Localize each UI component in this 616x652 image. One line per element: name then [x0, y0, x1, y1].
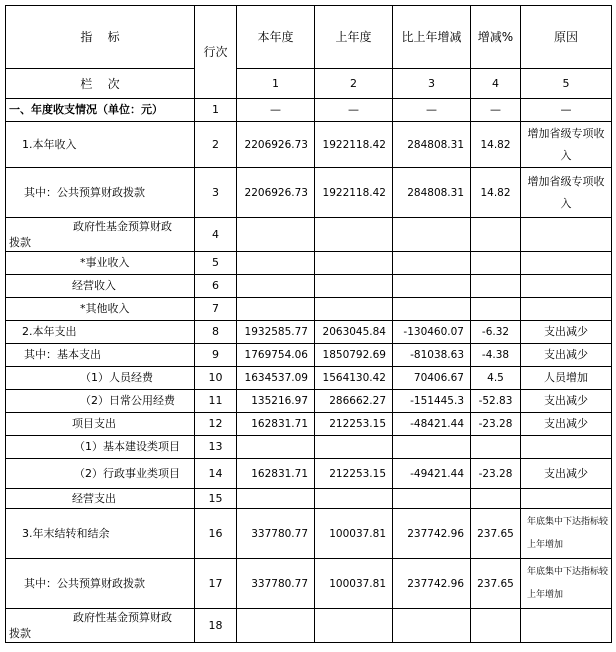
table-row: [6, 459, 612, 489]
row-label: 经营收入: [6, 275, 195, 298]
header-current-year: 本年度: [237, 6, 315, 69]
row-label: *其他收入: [6, 298, 195, 321]
row-line-no: 17: [195, 559, 237, 609]
cell-change-pct: -4.38: [471, 344, 521, 367]
cell-change-pct: [471, 275, 521, 298]
cell-current-year: [237, 252, 315, 275]
cell-reason: 增加省级专项收入: [521, 122, 612, 168]
cell-change-pct: [471, 489, 521, 509]
row-label: 2.本年支出: [6, 321, 195, 344]
row-label: 经营支出: [6, 489, 195, 509]
cell-change-pct: -23.28: [471, 459, 521, 489]
row-line-no: 13: [195, 436, 237, 459]
cell-change: [393, 609, 471, 643]
cell-change: [393, 436, 471, 459]
column-number: 1: [237, 69, 315, 99]
header-line-no: 行次: [195, 6, 237, 99]
column-label: 栏 次: [6, 69, 195, 99]
cell-reason: 年底集中下达指标较上年增加: [521, 559, 612, 609]
row-line-no: 14: [195, 459, 237, 489]
cell-current-year: [237, 218, 315, 252]
cell-prior-year: 1564130.42: [315, 367, 393, 390]
cell-current-year: [237, 489, 315, 509]
cell-change-pct: [471, 609, 521, 643]
cell-reason: [521, 218, 612, 252]
cell-prior-year: [315, 489, 393, 509]
header-row: [6, 6, 612, 69]
row-label: （1）人员经费: [6, 367, 195, 390]
column-number: 3: [393, 69, 471, 99]
cell-reason: 增加省级专项收入: [521, 168, 612, 218]
cell-change: 237742.96: [393, 559, 471, 609]
row-label: [6, 609, 195, 643]
cell-prior-year: 100037.81: [315, 559, 393, 609]
row-line-no: 11: [195, 390, 237, 413]
cell-current-year: 135216.97: [237, 390, 315, 413]
cell-current-year: 337780.77: [237, 509, 315, 559]
cell-change: 284808.31: [393, 122, 471, 168]
row-line-no: 1: [195, 99, 237, 122]
cell-prior-year: 286662.27: [315, 390, 393, 413]
row-line-no: 7: [195, 298, 237, 321]
cell-prior-year: [315, 436, 393, 459]
row-label: （1）基本建设类项目: [6, 436, 195, 459]
cell-change-pct: [471, 298, 521, 321]
cell-change-pct: [471, 218, 521, 252]
cell-change: -48421.44: [393, 413, 471, 436]
row-line-no: 15: [195, 489, 237, 509]
cell-change: 284808.31: [393, 168, 471, 218]
cell-current-year: 337780.77: [237, 559, 315, 609]
row-label-line1: 政府性基金预算财政: [73, 219, 172, 233]
cell-prior-year: [315, 609, 393, 643]
header-indicator: 指 标: [6, 6, 195, 69]
table-row: [6, 413, 612, 436]
cell-reason: [521, 489, 612, 509]
row-line-no: 9: [195, 344, 237, 367]
row-label: （2）行政事业类项目: [6, 459, 195, 489]
table-row: [6, 275, 612, 298]
cell-change: [393, 275, 471, 298]
header-reason: 原因: [521, 6, 612, 69]
row-label: 项目支出: [6, 413, 195, 436]
cell-change-pct: 237.65: [471, 559, 521, 609]
cell-reason: 支出减少: [521, 459, 612, 489]
cell-prior-year: [315, 218, 393, 252]
cell-prior-year: 1850792.69: [315, 344, 393, 367]
cell-reason: [521, 252, 612, 275]
cell-change: [393, 218, 471, 252]
cell-prior-year: —: [315, 99, 393, 122]
cell-prior-year: [315, 298, 393, 321]
row-label: 一、年度收支情况（单位：元）: [6, 99, 195, 122]
row-line-no: 5: [195, 252, 237, 275]
row-label: 其中：公共预算财政拨款: [6, 168, 195, 218]
cell-reason: 支出减少: [521, 344, 612, 367]
table-row: [6, 344, 612, 367]
cell-current-year: 1634537.09: [237, 367, 315, 390]
header-change: 比上年增减: [393, 6, 471, 69]
cell-change: -49421.44: [393, 459, 471, 489]
cell-reason: [521, 298, 612, 321]
row-label-line2: 拨款: [9, 235, 31, 249]
cell-current-year: [237, 609, 315, 643]
cell-prior-year: 212253.15: [315, 459, 393, 489]
header-change-pct: 增减%: [471, 6, 521, 69]
cell-change-pct: 237.65: [471, 509, 521, 559]
cell-current-year: —: [237, 99, 315, 122]
cell-reason: 人员增加: [521, 367, 612, 390]
cell-change-pct: 14.82: [471, 122, 521, 168]
cell-current-year: 2206926.73: [237, 122, 315, 168]
row-line-no: 8: [195, 321, 237, 344]
cell-current-year: [237, 275, 315, 298]
cell-reason: —: [521, 99, 612, 122]
column-number: 2: [315, 69, 393, 99]
cell-change: -151445.3: [393, 390, 471, 413]
row-label: 1.本年收入: [6, 122, 195, 168]
cell-change: -130460.07: [393, 321, 471, 344]
cell-change: [393, 298, 471, 321]
cell-reason: 支出减少: [521, 390, 612, 413]
row-label: 其中：基本支出: [6, 344, 195, 367]
row-label: 3.年末结转和结余: [6, 509, 195, 559]
cell-change-pct: -52.83: [471, 390, 521, 413]
cell-current-year: 162831.71: [237, 459, 315, 489]
table-row: [6, 367, 612, 390]
cell-prior-year: 1922118.42: [315, 168, 393, 218]
cell-prior-year: 212253.15: [315, 413, 393, 436]
header-prior-year: 上年度: [315, 6, 393, 69]
cell-prior-year: 100037.81: [315, 509, 393, 559]
table-row: [6, 298, 612, 321]
column-number-row: [6, 69, 612, 99]
row-label: *事业收入: [6, 252, 195, 275]
table-row: [6, 252, 612, 275]
row-label: （2）日常公用经费: [6, 390, 195, 413]
table-row: [6, 436, 612, 459]
cell-change-pct: [471, 436, 521, 459]
cell-change: [393, 489, 471, 509]
annual-income-expenditure-table: [5, 5, 612, 643]
cell-change: -81038.63: [393, 344, 471, 367]
cell-current-year: [237, 298, 315, 321]
cell-reason: 年底集中下达指标较上年增加: [521, 509, 612, 559]
cell-prior-year: 1922118.42: [315, 122, 393, 168]
cell-change: [393, 252, 471, 275]
cell-current-year: 2206926.73: [237, 168, 315, 218]
cell-prior-year: [315, 275, 393, 298]
row-line-no: 4: [195, 218, 237, 252]
cell-change: —: [393, 99, 471, 122]
cell-change-pct: 14.82: [471, 168, 521, 218]
cell-change-pct: 4.5: [471, 367, 521, 390]
row-label-line2: 拨款: [9, 626, 31, 640]
column-number: 5: [521, 69, 612, 99]
cell-current-year: [237, 436, 315, 459]
cell-reason: 支出减少: [521, 321, 612, 344]
cell-change: 237742.96: [393, 509, 471, 559]
table-row: [6, 218, 612, 252]
table-row: [6, 168, 612, 218]
cell-change: 70406.67: [393, 367, 471, 390]
column-number: 4: [471, 69, 521, 99]
cell-current-year: 162831.71: [237, 413, 315, 436]
table-row: [6, 390, 612, 413]
row-line-no: 12: [195, 413, 237, 436]
table-row: [6, 559, 612, 609]
cell-prior-year: [315, 252, 393, 275]
row-label: [6, 218, 195, 252]
cell-prior-year: 2063045.84: [315, 321, 393, 344]
cell-reason: [521, 436, 612, 459]
cell-current-year: 1932585.77: [237, 321, 315, 344]
table-row: [6, 321, 612, 344]
row-line-no: 2: [195, 122, 237, 168]
row-label-line1: 政府性基金预算财政: [73, 610, 172, 624]
cell-change-pct: -6.32: [471, 321, 521, 344]
cell-change-pct: [471, 252, 521, 275]
cell-reason: [521, 275, 612, 298]
row-line-no: 6: [195, 275, 237, 298]
cell-change-pct: -23.28: [471, 413, 521, 436]
row-line-no: 3: [195, 168, 237, 218]
row-line-no: 18: [195, 609, 237, 643]
table-row: [6, 99, 612, 122]
cell-change-pct: —: [471, 99, 521, 122]
table-row: [6, 509, 612, 559]
table-row: [6, 609, 612, 643]
row-line-no: 16: [195, 509, 237, 559]
row-line-no: 10: [195, 367, 237, 390]
cell-reason: [521, 609, 612, 643]
cell-current-year: 1769754.06: [237, 344, 315, 367]
table-row: [6, 122, 612, 168]
cell-reason: 支出减少: [521, 413, 612, 436]
table-row: [6, 489, 612, 509]
row-label: 其中：公共预算财政拨款: [6, 559, 195, 609]
